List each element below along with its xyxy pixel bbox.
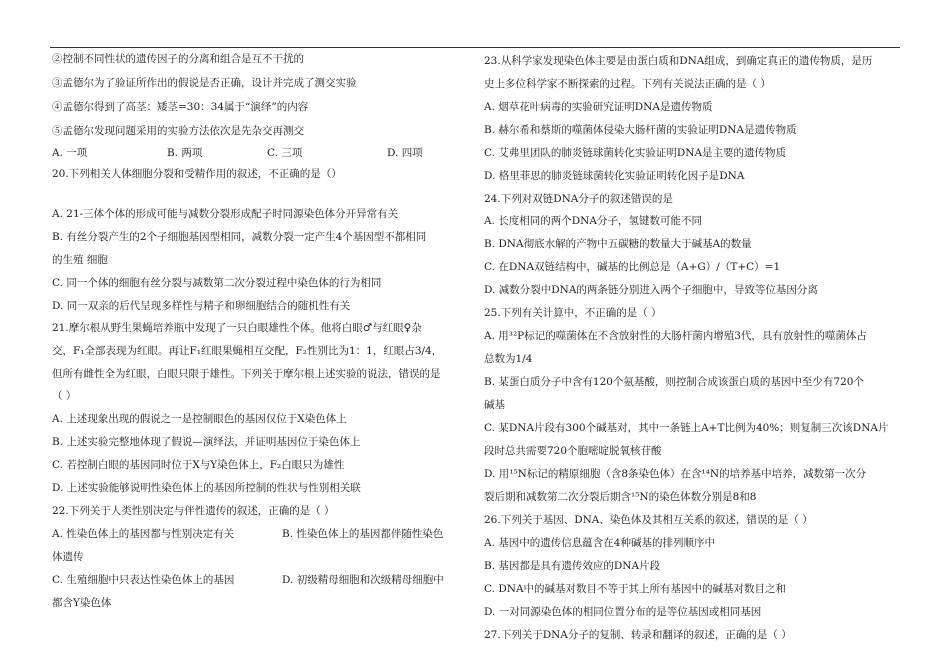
text-line: 史上多位科学家不断探索的过程。下列有关说法正确的是（ ） [484, 78, 771, 90]
option-b: B. 性染色体上的基因都伴随性染色 [282, 528, 444, 540]
text-line: D. 上述实验能够说明性染色体上的基因所控制的性状与性别相关联 [52, 482, 361, 494]
text-line: 段时总共需要720个胞嘧啶脱氧核苷酸 [484, 445, 662, 457]
text-line: C. 在DNA双链结构中，碱基的比例总是（A+G）/（T+C）=1 [484, 261, 781, 273]
question-stem: 24.下列对双链DNA分子的叙述错误的是 [484, 193, 673, 205]
option-d: D. 四项 [387, 147, 423, 159]
text-line: ③孟德尔为了验证所作出的假说是否正确，设计并完成了测交实验 [52, 77, 357, 89]
option-b: B. 两项 [167, 147, 203, 159]
text-line: A. 21-三体个体的形成可能与减数分裂形成配子时同源染色体分开异常有关 [52, 208, 399, 220]
text-line: C. 同一个体的细胞有丝分裂与减数第二次分裂过程中染色体的行为相同 [52, 277, 382, 289]
text-line: D. 一对同源染色体的相同位置分布的是等位基因或相同基因 [484, 606, 762, 618]
text-line: B. 赫尔希和蔡斯的噬菌体侵染大肠杆菌的实验证明DNA是遗传物质 [484, 124, 797, 136]
text-line: A. 长度相同的两个DNA分子，氢键数可能不同 [484, 215, 702, 227]
text-line: （ ） [52, 390, 77, 402]
question-stem: 26.下列关于基因、DNA、染色体及其相互关系的叙述，错误的是（ ） [484, 514, 813, 526]
text-line: 碱基 [484, 399, 505, 411]
text-line: 交，F₁全部表现为红眼。再让F₁红眼果蝇相互交配，F₂性别比为1：1，红眼占3/4， [52, 345, 443, 357]
text-line: A. 烟草花叶病毒的实验研究证明DNA是遗传物质 [484, 101, 713, 113]
text-line: C. DNA中的碱基对数目不等于其上所有基因中的碱基对数目之和 [484, 583, 787, 595]
option-row [52, 573, 444, 587]
option-d: D. 初级精母细胞和次级精母细胞中 [282, 574, 444, 586]
text-line: C. 某DNA片段有300个碱基对，其中一条链上A+T比例为40%；则复制三次该DNA片 [484, 422, 889, 434]
text-line: B. 有丝分裂产生的2个子细胞基因型相同，减数分裂一定产生4个基因型不都相同 [52, 231, 427, 243]
option-c: C. 生殖细胞中只表达性染色体上的基因 [52, 574, 235, 586]
text-line: B. 上述实验完整地体现了假说—演绎法，并证明基因位于染色体上 [52, 436, 361, 448]
text-line: C. 艾弗里团队的肺炎链球菌转化实验证明DNA是主要的遗传物质 [484, 147, 787, 159]
text-line: 总数为1/4 [484, 353, 533, 365]
text-line: 但所有雌性全为红眼，白眼只限于雄性。下列关于摩尔根上述实验的说法，错误的是 [52, 368, 441, 380]
text-line: ⑤孟德尔发现问题采用的实验方法依次是先杂交再测交 [52, 125, 304, 137]
text-line: 的生殖 细胞 [52, 254, 108, 266]
question-stem: 22.下列关于人类性别决定与伴性遗传的叙述，正确的是（ ） [52, 505, 335, 517]
text-line: B. DNA彻底水解的产物中五碳糖的数量大于碱基A的数量 [484, 238, 752, 250]
text-line: C. 若控制白眼的基因同时位于X与Y染色体上，F₂白眼只为雄性 [52, 459, 345, 471]
text-line: A. 基因中的遗传信息蕴含在4种碱基的排列顺序中 [484, 537, 715, 549]
question-stem: 25.下列有关计算中，不正确的是（ ） [484, 307, 662, 319]
text-line: 体遗传 [52, 551, 84, 563]
option-row [52, 146, 423, 160]
text-line: ④孟德尔得到了高茎：矮茎=30：34属于“演绎”的内容 [52, 101, 309, 113]
option-a: A. 性染色体上的基因都与性别决定有关 [52, 528, 235, 540]
text-line: D. 减数分裂中DNA的两条链分别进入两个子细胞中，导致等位基因分离 [484, 284, 818, 296]
question-stem: 23.从科学家发现染色体主要是由蛋白质和DNA组成，到确定真正的遗传物质，是历 [484, 55, 873, 67]
text-line: D. 格里菲思的肺炎链球菌转化实验证明转化因子是DNA [484, 170, 745, 182]
question-stem: 27.下列关于DNA分子的复制、转录和翻译的叙述，正确的是（ ） [484, 629, 792, 641]
option-c: C. 三项 [267, 147, 303, 159]
text-line: 裂后期和减数第二次分裂后期含¹⁵N的染色体数分别是8和8 [484, 491, 757, 503]
header-rule [50, 47, 900, 48]
text-line: A. 用³²P标记的噬菌体在不含放射性的大肠杆菌内增殖3代，具有放射性的噬菌体占 [484, 330, 867, 342]
question-stem: 20.下列相关人体细胞分裂和受精作用的叙述，不正确的是（） [52, 168, 342, 180]
option-row [52, 527, 443, 541]
text-line: D. 用¹⁵N标记的精原细胞（含8条染色体）在含¹⁴N的培养基中培养，减数第一次分 [484, 468, 867, 480]
text-line: D. 同一双亲的后代呈现多样性与精子和卵细胞结合的随机性有关 [52, 300, 351, 312]
text-line: B. 某蛋白质分子中含有120个氨基酸，则控制合成该蛋白质的基因中至少有720个 [484, 376, 864, 388]
option-a: A. 一项 [52, 147, 88, 159]
text-line: 都含Y染色体 [52, 597, 112, 609]
text-line: A. 上述现象出现的假说之一是控制眼色的基因仅位于X染色体上 [52, 413, 347, 425]
question-stem: 21.摩尔根从野生果蝇培养瓶中发现了一只白眼雄性个体。他将白眼♂与红眼♀杂 [52, 322, 422, 334]
text-line: ②控制不同性状的遗传因子的分离和组合是互不干扰的 [52, 53, 304, 65]
text-line: B. 基因都是具有遗传效应的DNA片段 [484, 560, 661, 572]
